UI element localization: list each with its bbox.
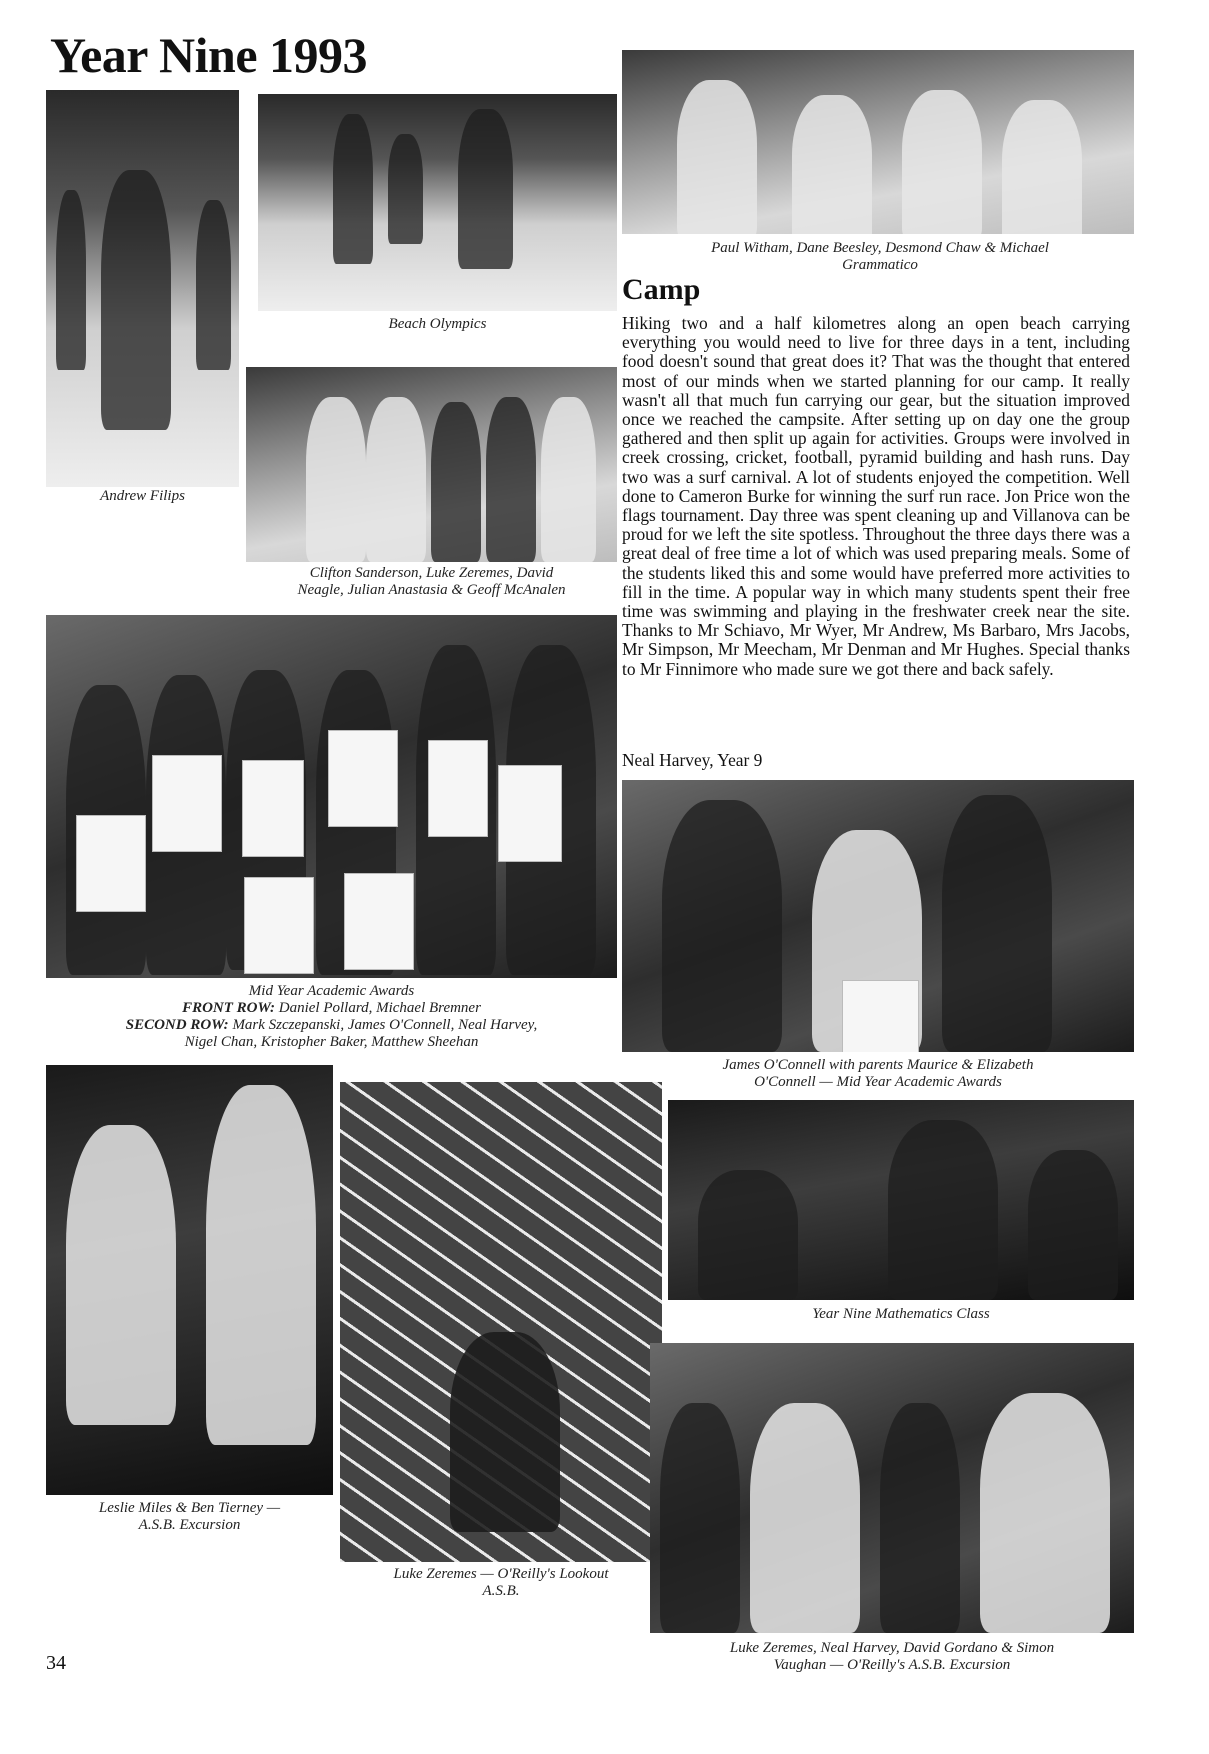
caption-beach-olympics: Beach Olympics [388, 316, 487, 332]
caption-andrew-filips: Andrew Filips [100, 488, 185, 504]
front-row-label: FRONT ROW: [182, 1000, 275, 1016]
caption-awards-front-row [46, 1000, 617, 1017]
caption-luke-lookout-line1: Luke Zeremes — O'Reilly's Lookout [393, 1566, 609, 1582]
photo-luke-zeremes-lookout [340, 1082, 662, 1562]
second-row-names: Mark Szczepanski, James O'Connell, Neal Harvey, [232, 1017, 538, 1033]
photo-james-oconnell-parents [622, 780, 1134, 1052]
caption-clifton-line2: Neagle, Julian Anastasia & Geoff McAnalen [297, 582, 566, 598]
second-row-label: SECOND ROW: [125, 1017, 229, 1033]
photo-beach-olympics [258, 94, 617, 311]
photo-leslie-miles-ben-tierney [46, 1065, 333, 1495]
caption-luke-lookout-line2: A.S.B. [482, 1583, 520, 1599]
caption-maths-class: Year Nine Mathematics Class [812, 1306, 990, 1322]
page-title: Year Nine 1993 [50, 27, 368, 83]
caption-oconnell-line2: O'Connell — Mid Year Academic Awards [754, 1074, 1002, 1090]
article-byline: Neal Harvey, Year 9 [622, 750, 763, 770]
article-body: Hiking two and a half kilometres along an open beach carrying everything you would need to live for three days in a tent, including food doesn't sound that great does it? That was the thought that entered most of our minds when we started planning for our camp. It really wasn't all that much fun carrying our gear, but the situation improved once we reached the campsite. After setting up on day one the group gathered and then split up again for activities. Groups were involved in creek crossing, cricket, football, pyramid building and hash runs. Day two was a surf carnival. A lot of students enjoyed the competition. Well done to Cameron Burke for winning the surf run race. Jon Price won the flags tournament. Day three was spent cleaning up and Villanova can be proud for we left the site spotless. Throughout the three days there was a great deal of free time a lot of which was used preparing meals. Some of the students liked this and some would have preferred more activities to fill in the time. A popular way in which many students spent their free time was swimming and playing in the freshwater creek near the site. Thanks to Mr Schiavo, Mr Wyer, Mr Andrew, Ms Barbaro, Mrs Jacobs, Mr Simpson, Mr Meecham, Mr Denman and Mr Hughes. Special thanks to Mr Finnimore who made sure we got there and back safely. [622, 313, 1130, 679]
caption-awards-second-row [46, 1017, 617, 1034]
photo-maths-class [668, 1100, 1134, 1300]
front-row-names: Daniel Pollard, Michael Bremner [278, 1000, 481, 1016]
caption-leslie-line2: A.S.B. Excursion [138, 1517, 241, 1533]
photo-oreillys-excursion-group [650, 1343, 1134, 1633]
caption-excursion-line1: Luke Zeremes, Neal Harvey, David Gordano & Simon [729, 1640, 1055, 1656]
caption-awards-line4: Nigel Chan, Kristopher Baker, Matthew Sheehan [184, 1034, 479, 1050]
caption-clifton-line1: Clifton Sanderson, Luke Zeremes, David [309, 565, 554, 581]
caption-oconnell-line1: James O'Connell with parents Maurice & Elizabeth [722, 1057, 1034, 1073]
photo-clifton-sanderson-group [246, 367, 617, 562]
caption-excursion-line2: Vaughan — O'Reilly's A.S.B. Excursion [773, 1657, 1011, 1673]
article-heading: Camp [622, 273, 701, 306]
caption-paul-witham-group: Paul Witham, Dane Beesley, Desmond Chaw & Michael Grammatico [711, 240, 1049, 273]
photo-andrew-filips [46, 90, 239, 487]
caption-leslie-line1: Leslie Miles & Ben Tierney — [98, 1500, 281, 1516]
caption-awards-line1: Mid Year Academic Awards [248, 983, 415, 999]
photo-paul-witham-group [622, 50, 1134, 234]
page-number: 34 [46, 1652, 66, 1674]
photo-academic-awards-group [46, 615, 617, 978]
